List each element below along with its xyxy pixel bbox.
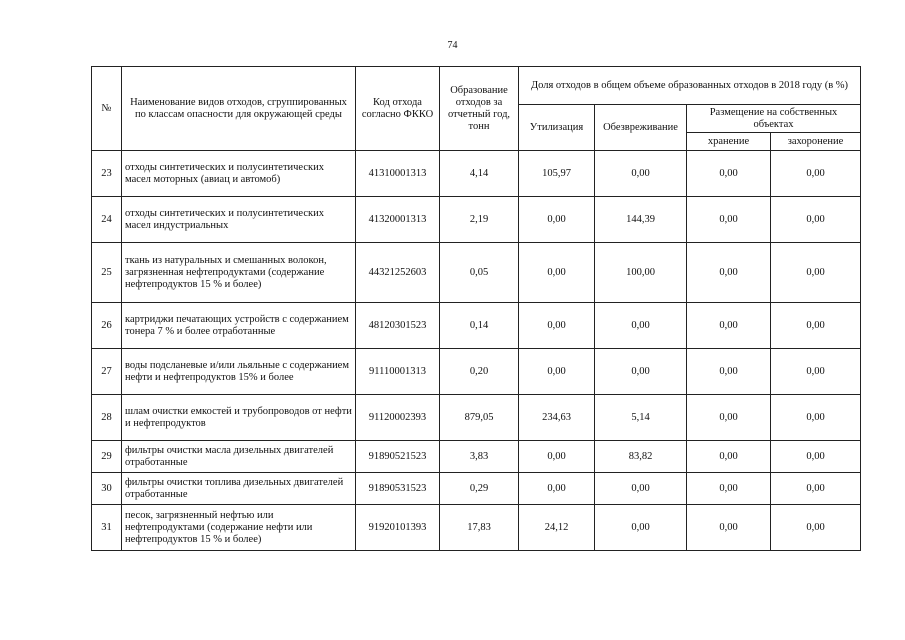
row-generated: 17,83 [440, 505, 519, 551]
header-utilization: Утилизация [519, 105, 595, 151]
row-name: отходы синтетических и полусинтетических масел индустриальных [122, 197, 356, 243]
table-row [92, 243, 861, 303]
row-storage: 0,00 [687, 197, 771, 243]
row-neutralization: 0,00 [595, 505, 687, 551]
row-name: песок, загрязненный нефтью или нефтепродуктами (содержание нефти или нефтепродуктов 15 % и более) [122, 505, 356, 551]
row-burial: 0,00 [771, 151, 861, 197]
table-row [92, 505, 861, 551]
table-row [92, 197, 861, 243]
row-num: 30 [92, 473, 122, 505]
row-generated: 0,29 [440, 473, 519, 505]
row-generated: 0,14 [440, 303, 519, 349]
row-storage: 0,00 [687, 303, 771, 349]
row-utilization: 0,00 [519, 349, 595, 395]
row-num: 23 [92, 151, 122, 197]
row-generated: 4,14 [440, 151, 519, 197]
row-utilization: 234,63 [519, 395, 595, 441]
table-row [92, 395, 861, 441]
header-burial: захоронение [771, 133, 861, 151]
row-code: 91890531523 [356, 473, 440, 505]
row-neutralization: 5,14 [595, 395, 687, 441]
row-burial: 0,00 [771, 243, 861, 303]
row-utilization: 24,12 [519, 505, 595, 551]
row-storage: 0,00 [687, 243, 771, 303]
row-utilization: 0,00 [519, 473, 595, 505]
table-row [92, 303, 861, 349]
header-placement: Размещение на собственных объектах [687, 105, 861, 133]
row-name: отходы синтетических и полусинтетических масел моторных (авиац и автомоб) [122, 151, 356, 197]
row-utilization: 0,00 [519, 303, 595, 349]
row-code: 48120301523 [356, 303, 440, 349]
table-header [92, 67, 861, 151]
row-num: 28 [92, 395, 122, 441]
row-num: 27 [92, 349, 122, 395]
row-name: фильтры очистки масла дизельных двигателей отработанные [122, 441, 356, 473]
row-name: фильтры очистки топлива дизельных двигателей отработанные [122, 473, 356, 505]
row-neutralization: 100,00 [595, 243, 687, 303]
table-row [92, 473, 861, 505]
table-row [92, 441, 861, 473]
row-utilization: 105,97 [519, 151, 595, 197]
waste-table [91, 66, 861, 551]
row-num: 25 [92, 243, 122, 303]
row-num: 31 [92, 505, 122, 551]
row-utilization: 0,00 [519, 441, 595, 473]
row-generated: 2,19 [440, 197, 519, 243]
row-storage: 0,00 [687, 505, 771, 551]
row-code: 91120002393 [356, 395, 440, 441]
row-storage: 0,00 [687, 151, 771, 197]
row-utilization: 0,00 [519, 243, 595, 303]
table-row [92, 349, 861, 395]
header-share: Доля отходов в общем объеме образованных отходов в 2018 году (в %) [519, 67, 861, 105]
header-generated: Образование отходов за отчетный год, тонн [440, 67, 519, 151]
row-burial: 0,00 [771, 505, 861, 551]
row-num: 24 [92, 197, 122, 243]
row-utilization: 0,00 [519, 197, 595, 243]
row-neutralization: 0,00 [595, 349, 687, 395]
page-number: 74 [447, 40, 458, 51]
row-generated: 0,05 [440, 243, 519, 303]
row-code: 44321252603 [356, 243, 440, 303]
row-code: 91110001313 [356, 349, 440, 395]
row-generated: 0,20 [440, 349, 519, 395]
row-generated: 879,05 [440, 395, 519, 441]
table-body [92, 151, 861, 551]
row-neutralization: 144,39 [595, 197, 687, 243]
row-burial: 0,00 [771, 197, 861, 243]
row-burial: 0,00 [771, 441, 861, 473]
header-code: Код отхода согласно ФККО [356, 67, 440, 151]
header-num: № [92, 67, 122, 151]
row-name: шлам очистки емкостей и трубопроводов от нефти и нефтепродуктов [122, 395, 356, 441]
row-storage: 0,00 [687, 473, 771, 505]
header-name: Наименование видов отходов, сгруппированных по классам опасности для окружающей среды [122, 67, 356, 151]
row-code: 91920101393 [356, 505, 440, 551]
row-neutralization: 83,82 [595, 441, 687, 473]
row-name: картриджи печатающих устройств с содержанием тонера 7 % и более отработанные [122, 303, 356, 349]
header-neutralization: Обезвреживание [595, 105, 687, 151]
row-name: ткань из натуральных и смешанных волокон, загрязненная нефтепродуктами (содержание нефтепродуктов 15 % и более) [122, 243, 356, 303]
row-num: 26 [92, 303, 122, 349]
row-burial: 0,00 [771, 395, 861, 441]
row-generated: 3,83 [440, 441, 519, 473]
row-burial: 0,00 [771, 349, 861, 395]
row-num: 29 [92, 441, 122, 473]
row-name: воды подсланевые и/или льяльные с содержанием нефти и нефтепродуктов 15% и более [122, 349, 356, 395]
header-storage: хранение [687, 133, 771, 151]
row-burial: 0,00 [771, 303, 861, 349]
row-burial: 0,00 [771, 473, 861, 505]
row-neutralization: 0,00 [595, 303, 687, 349]
table-row [92, 151, 861, 197]
row-neutralization: 0,00 [595, 151, 687, 197]
row-code: 91890521523 [356, 441, 440, 473]
row-storage: 0,00 [687, 395, 771, 441]
row-storage: 0,00 [687, 349, 771, 395]
row-code: 41310001313 [356, 151, 440, 197]
row-storage: 0,00 [687, 441, 771, 473]
row-code: 41320001313 [356, 197, 440, 243]
row-neutralization: 0,00 [595, 473, 687, 505]
